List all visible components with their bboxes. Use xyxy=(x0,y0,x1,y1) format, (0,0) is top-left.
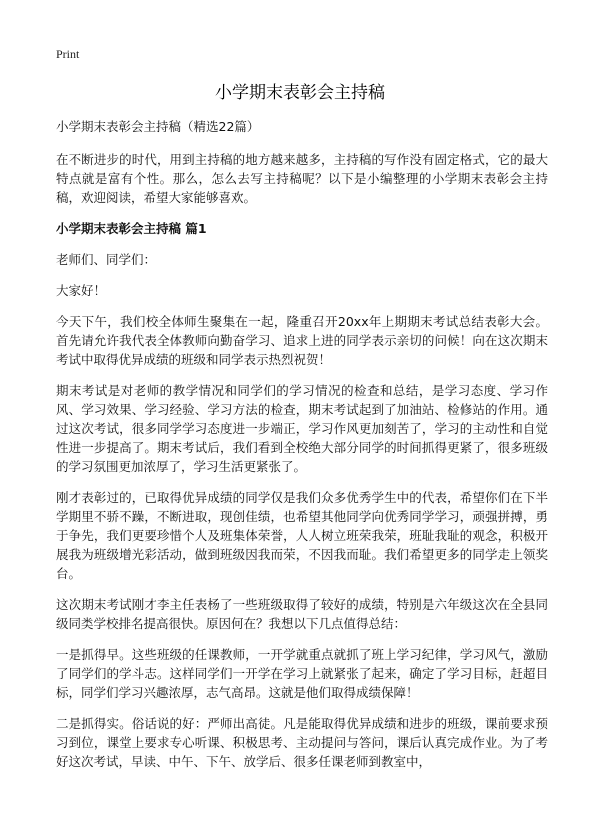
body-paragraph: 这次期末考试刚才李主任表杨了一些班级取得了较好的成绩，特别是六年级这次在全县同级同类学校排名提高很快。原因何在？我想以下几点值得总结： xyxy=(56,597,548,631)
page-title: 小学期末表彰会主持稿 xyxy=(215,83,385,103)
print-link[interactable]: Print xyxy=(56,47,80,61)
body-paragraph: 今天下午，我们校全体师生聚集在一起，隆重召开20xx年上期期末考试总结表彰大会。首先请允许我代表全体教师向勤奋学习、追求上进的同学表示亲切的问候！向在这次期末考试中取得优异成绩的班级和同学表示热烈祝贺！ xyxy=(56,314,548,367)
greeting-paragraph: 大家好！ xyxy=(56,283,107,298)
greeting-paragraph: 老师们、同学们： xyxy=(56,252,157,267)
article-body xyxy=(56,118,548,783)
body-paragraph: 二是抓得实。俗话说的好：严师出高徒。凡是能取得优异成绩和进步的班级，课前要求预习到位，课堂上要求专心听课、积极思考、主动提问与答问，课后认真完成作业。为了考好这次考试，早读、中午、下午、放学后、很多任课老师到教室中， xyxy=(56,716,548,769)
intro-paragraph: 在不断进步的时代，用到主持稿的地方越来越多，主持稿的写作没有固定格式，它的最大特点就是富有个性。那么，怎么去写主持稿呢？以下是小编整理的小学期末表彰会主持稿，欢迎阅读，希望大家能够喜欢。 xyxy=(56,152,548,205)
article-subtitle: 小学期末表彰会主持稿（精选22篇） xyxy=(56,119,260,134)
body-paragraph: 期末考试是对老师的教学情况和同学们的学习情况的检查和总结，是学习态度、学习作风、学习效果、学习经验、学习方法的检查，期末考试起到了加油站、检修站的作用。通过这次考试，很多同学学习态度进一步端正，学习作风更加刻苦了，学习的主动性和自觉性进一步提高了。期末考试后，我们看到全校绝大部分同学的时间抓得更紧了，很多班级的学习氛围更加浓厚了，学习生活更紧张了。 xyxy=(56,383,548,474)
body-paragraph: 刚才表彰过的，已取得优异成绩的同学仅是我们众多优秀学生中的代表，希望你们在下半学期里不骄不躁，不断进取，现创佳绩，也希望其他同学向优秀同学学习，顽强拼搏，勇于争先，我们更要珍惜个人及班集体荣誉，人人树立班荣我荣，班耻我耻的观念，积极开展我为班级增光彩活动，做到班级因我而荣，不因我而耻。我们希望更多的同学走上领奖台。 xyxy=(56,490,548,581)
body-paragraph: 一是抓得早。这些班级的任课教师，一开学就重点就抓了班上学习纪律，学习风气，激励了同学们的学斗志。这样同学们一开学在学习上就紧张了起来，确定了学习目标，赶超目标，同学们学习兴趣浓厚，志气高昂。这就是他们取得成绩保障！ xyxy=(56,647,548,700)
section-heading: 小学期末表彰会主持稿 篇1 xyxy=(56,221,207,236)
